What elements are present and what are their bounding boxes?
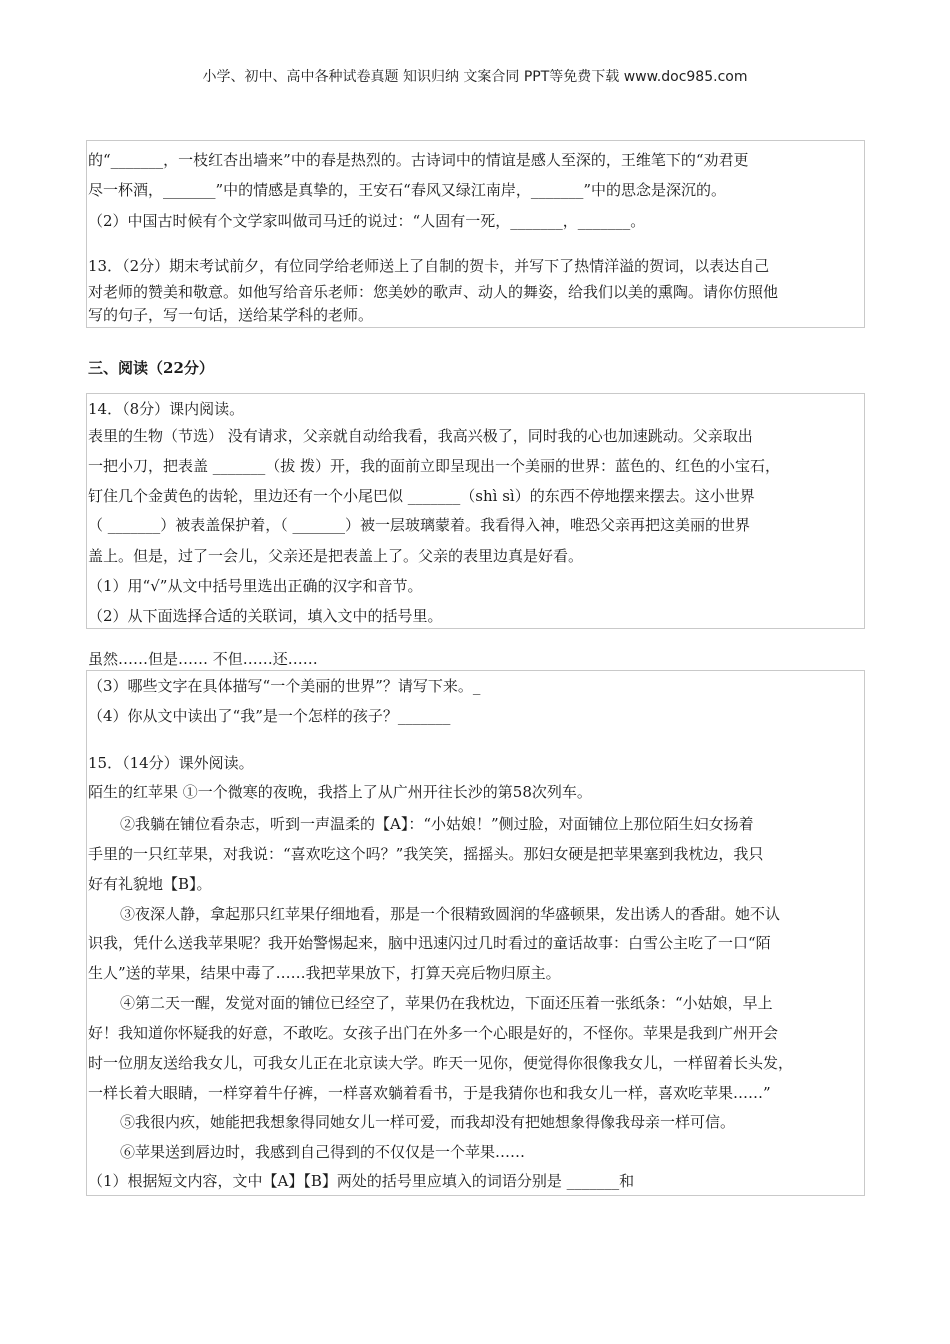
text-line: 对老师的赞美和敬意。如他写给音乐老师：您美妙的歌声、动人的舞姿，给我们以美的熏陶。请你仿照他 [88, 283, 779, 301]
text-line: 尽一杯酒，_______”中的情感是真挚的，王安石“春风又绿江南岸，_______”中的思念是深沉的。 [88, 181, 727, 199]
section-title-reading: 三、阅读（22分） [88, 359, 214, 377]
text-line: （1）用“√”从文中括号里选出正确的汉字和音节。 [88, 577, 423, 595]
text-line: 陌生的红苹果 ①一个微寒的夜晚，我搭上了从广州开往长沙的第58次列车。 [88, 783, 592, 801]
text-line: 写的句子，写一句话，送给某学科的老师。 [88, 306, 374, 324]
text-line: 手里的一只红苹果，对我说：“喜欢吃这个吗？”我笑笑，摇摇头。那妇女硬是把苹果塞到我枕边，我只 [88, 845, 764, 863]
paragraph-4: ④第二天一醒，发觉对面的铺位已经空了，苹果仍在我枕边，下面还压着一张纸条：“小姑娘，早上 [120, 994, 773, 1012]
text-line: （ _______）被表盖保护着，（ _______）被一层玻璃蒙着。我看得入神，唯恐父亲再把这美丽的世界 [88, 516, 751, 534]
text-line: 钉住几个金黄色的齿轮，里边还有一个小尾巴似 _______（shì sì）的东西不停地摆来摆去。这小世界 [88, 487, 755, 505]
paragraph-6: ⑥苹果送到唇边时，我感到自己得到的不仅仅是一个苹果…… [120, 1143, 526, 1161]
text-line: 一样长着大眼睛，一样穿着牛仔裤，一样喜欢躺着看书，于是我猜你也和我女儿一样，喜欢吃苹果……” [88, 1084, 771, 1102]
text-line: （2）中国古时候有个文学家叫做司马迁的说过：“人固有一死，_______，_______。 [88, 212, 646, 230]
paragraph-3: ③夜深人静，拿起那只红苹果仔细地看，那是一个很精致圆润的华盛顿果，发出诱人的香甜。她不认 [120, 905, 781, 923]
question-15: 15．（14分）课外阅读。 [88, 754, 254, 772]
text-line: 好！我知道你怀疑我的好意，不敢吃。女孩子出门在外多一个心眼是好的，不怪你。苹果是我到广州开会 [88, 1024, 779, 1042]
question-14: 14．（8分）课内阅读。 [88, 400, 245, 418]
text-line: （4）你从文中读出了“我”是一个怎样的孩子？_______ [88, 707, 451, 725]
text-line: 的“_______，一枝红杏出墙来”中的春是热烈的。古诗词中的情谊是感人至深的，王维笔下的“劝君更 [88, 151, 749, 169]
text-line: 盖上。但是，过了一会儿，父亲还是把表盖上了。父亲的表里边真是好看。 [88, 547, 584, 565]
text-line: 生人”送的苹果，结果中毒了……我把苹果放下，打算天亮后物归原主。 [88, 964, 561, 982]
paragraph-5: ⑤我很内疚，她能把我想象得同她女儿一样可爱，而我却没有把她想象得像我母亲一样可信。 [120, 1113, 736, 1131]
question-13: 13．（2分）期末考试前夕，有位同学给老师送上了自制的贺卡，并写下了热情洋溢的贺词，以表达自己 [88, 257, 770, 275]
text-line: （2）从下面选择合适的关联词，填入文中的括号里。 [88, 607, 443, 625]
page-header: 小学、初中、高中各种试卷真题 知识归纳 文案合同 PPT等免费下载 www.doc985.com [202, 69, 748, 85]
paragraph-2: ②我躺在铺位看杂志，听到一声温柔的【A】：“小姑娘！”侧过脸，对面铺位上那位陌生妇女扬着 [120, 815, 754, 833]
text-line: 一把小刀，把表盖 _______（拔 拨）开，我的面前立即呈现出一个美丽的世界：蓝色的、红色的小宝石， [88, 457, 781, 475]
text-line: 时一位朋友送给我女儿，可我女儿正在北京读大学。昨天一见你，便觉得你很像我女儿，一样留着长头发， [88, 1054, 794, 1072]
text-line: 表里的生物（节选） 没有请求，父亲就自动给我看，我高兴极了，同时我的心也加速跳动。父亲取出 [88, 427, 753, 445]
conjunction-options: 虽然……但是…… 不但……还…… [88, 650, 318, 668]
sub-question-1: （1）根据短文内容，文中【A】【B】两处的括号里应填入的词语分别是 _______和 [88, 1172, 635, 1190]
text-line: 识我，凭什么送我苹果呢？我开始警惕起来，脑中迅速闪过几时看过的童话故事：白雪公主吃了一口“陌 [88, 934, 771, 952]
text-line: 好有礼貌地【B】。 [88, 875, 212, 893]
text-line: （3）哪些文字在具体描写“一个美丽的世界”？请写下来。_ [88, 677, 481, 695]
